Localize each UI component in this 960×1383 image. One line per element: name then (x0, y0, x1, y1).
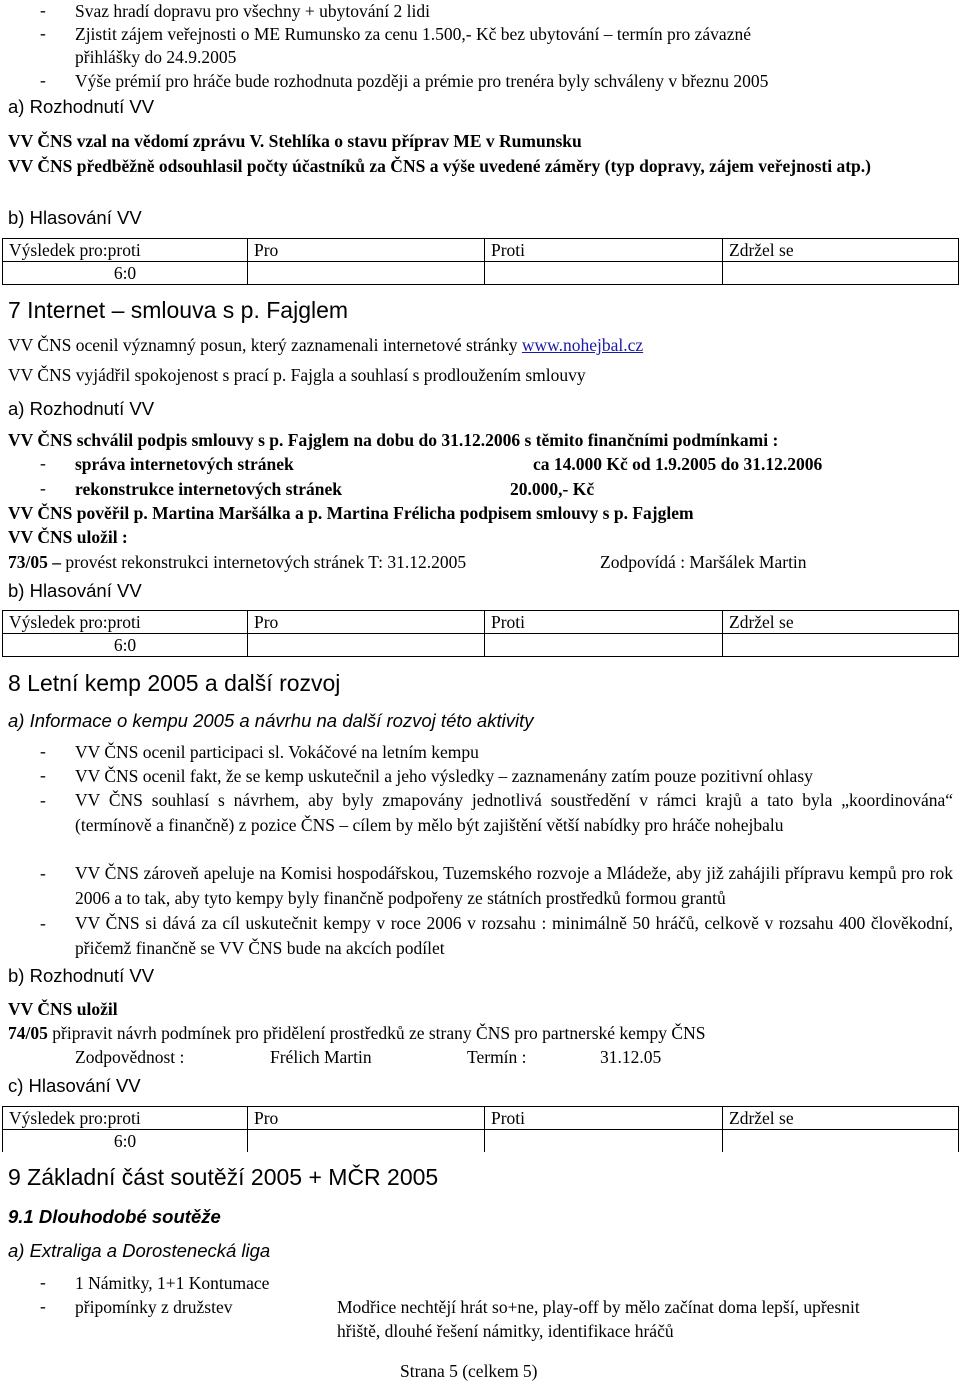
list-item-detail: hřiště, dlouhé řešení námitky, identifikace hráčů (337, 1321, 674, 1341)
vote-subheading: b) Hlasování VV (8, 580, 142, 601)
vote-header-result: Výsledek pro:proti (3, 239, 248, 262)
vote-header-zdrzel: Zdržel se (723, 239, 959, 262)
vote-cell-zdrzel (723, 634, 959, 657)
condition-label: správa internetových stránek (75, 454, 294, 474)
vote-cell-pro (248, 634, 485, 657)
decision-text: VV ČNS schválil podpis smlouvy s p. Fajglem na dobu do 31.12.2006 s těmito finančními podmínkami : (8, 430, 779, 450)
decision-subheading: b) Rozhodnutí VV (8, 965, 155, 986)
vote-subheading: c) Hlasování VV (8, 1075, 141, 1096)
info-subheading: a) Informace o kempu 2005 a návrhu na další rozvoj této aktivity (8, 710, 534, 731)
list-dash: - (40, 790, 46, 810)
list-dash: - (40, 1272, 46, 1292)
section-text: VV ČNS ocenil významný posun, který zaznamenali internetové stránky www.nohejbal.cz (8, 335, 644, 355)
vote-cell-proti (485, 1130, 723, 1153)
list-dash: - (40, 453, 46, 473)
task-line: 74/05 připravit návrh podmínek pro přidělení prostředků ze strany ČNS pro partnerské kempy ČNS (8, 1023, 706, 1043)
list-dash: - (40, 23, 46, 43)
vote-table (2, 610, 959, 657)
vote-cell-proti (485, 262, 723, 285)
vote-table (2, 1106, 959, 1152)
list-item-continuation: přihlášky do 24.9.2005 (75, 47, 237, 67)
vote-cell-pro (248, 1130, 485, 1153)
vote-header-proti: Proti (485, 611, 723, 634)
vote-header-zdrzel: Zdržel se (723, 611, 959, 634)
vote-result: 6:0 (3, 1130, 248, 1153)
responsibility-label: Zodpovědnost : (75, 1047, 185, 1067)
list-item: Zjistit zájem veřejnosti o ME Rumunsko za cenu 1.500,- Kč bez ubytování – termín pro závazné (75, 24, 751, 44)
vote-header-zdrzel: Zdržel se (723, 1107, 959, 1130)
list-dash: - (40, 0, 46, 20)
condition-value: ca 14.000 Kč od 1.9.2005 do 31.12.2006 (533, 454, 823, 474)
section-heading: 7 Internet – smlouva s p. Fajglem (8, 297, 349, 323)
website-link[interactable]: www.nohejbal.cz (521, 335, 644, 355)
list-dash: - (40, 1296, 46, 1316)
list-item: Výše prémií pro hráče bude rozhodnuta později a prémie pro trenéra byly schváleny v březnu 2005 (75, 71, 769, 91)
decision-paragraph: VV ČNS předběžně odsouhlasil počty účastníků za ČNS a výše uvedené záměry (typ dopravy, zájem veřejnosti atp.) (8, 156, 871, 176)
vote-table (2, 238, 959, 285)
vote-result: 6:0 (3, 262, 248, 285)
vote-header-pro: Pro (248, 611, 485, 634)
vote-subheading: b) Hlasování VV (8, 207, 142, 228)
vote-header-result: Výsledek pro:proti (3, 1107, 248, 1130)
subsection-heading: 9.1 Dlouhodobé soutěže (8, 1206, 221, 1227)
term-date: 31.12.05 (600, 1047, 662, 1067)
section-heading: 8 Letní kemp 2005 a další rozvoj (8, 670, 341, 696)
task-responsible: Zodpovídá : Maršálek Martin (600, 552, 807, 572)
section-text: VV ČNS vyjádřil spokojenost s prací p. Fajgla a souhlasí s prodloužením smlouvy (8, 365, 586, 385)
vote-header-pro: Pro (248, 239, 485, 262)
list-dash: - (40, 70, 46, 90)
vote-header-pro: Pro (248, 1107, 485, 1130)
condition-value: 20.000,- Kč (510, 479, 595, 499)
list-item: Svaz hradí dopravu pro všechny + ubytování 2 lidi (75, 1, 430, 21)
page-footer: Strana 5 (celkem 5) (400, 1361, 538, 1381)
info-subheading: a) Extraliga a Dorostenecká liga (8, 1240, 271, 1261)
vote-cell-zdrzel (723, 1130, 959, 1153)
list-dash: - (40, 913, 46, 933)
task-line: 73/05 – provést rekonstrukci internetových stránek T: 31.12.2005 (8, 552, 467, 572)
decision-subheading: a) Rozhodnutí VV (8, 398, 155, 419)
list-item-detail: Modřice nechtějí hrát so+ne, play-off by mělo začínat doma lepší, upřesnit (337, 1297, 860, 1317)
list-item: VV ČNS ocenil participaci sl. Vokáčové na letním kempu (75, 742, 479, 762)
vote-result: 6:0 (3, 634, 248, 657)
list-dash: - (40, 478, 46, 498)
vote-header-proti: Proti (485, 1107, 723, 1130)
vote-cell-proti (485, 634, 723, 657)
list-item: VV ČNS ocenil fakt, že se kemp uskutečnil a jeho výsledky – zaznamenány zatím pouze pozitivní ohlasy (75, 766, 813, 786)
decision-text: VV ČNS pověřil p. Martina Maršálka a p. Martina Frélicha podpisem smlouvy s p. Fajglem (8, 503, 694, 523)
list-dash: - (40, 863, 46, 883)
decision-text: VV ČNS uložil : (8, 527, 128, 547)
vote-cell-zdrzel (723, 262, 959, 285)
list-item: 1 Námitky, 1+1 Kontumace (75, 1273, 270, 1293)
vote-header-proti: Proti (485, 239, 723, 262)
condition-label: rekonstrukce internetových stránek (75, 479, 343, 499)
decision-text: VV ČNS vzal na vědomí zprávu V. Stehlíka o stavu příprav ME v Rumunsku (8, 131, 582, 151)
list-item: VV ČNS zároveň apeluje na Komisi hospodářskou, Tuzemského rozvoje a Mládeže, aby již zahájili přípravu kempů pro rok 2006 a to tak, aby tyto kempy byly finančně podpořeny ze státních prostředků formou grantů (75, 863, 953, 908)
decision-subheading: a) Rozhodnutí VV (8, 96, 155, 117)
decision-text: VV ČNS uložil (8, 999, 118, 1019)
list-item: VV ČNS si dává za cíl uskutečnit kempy v roce 2006 v rozsahu : minimálně 50 hráčů, celkově v rozsahu 400 člověkodní, přičemž finančně se VV ČNS bude na akcích podílet (75, 913, 953, 958)
list-item: VV ČNS souhlasí s návrhem, aby byly zmapovány jednotlivá soustředění v rámci krajů a tato byla „koordinována“ (termínově a finančně) z pozice ČNS – cílem by mělo být zajištění větší nabídky pro hráče nohejbalu (75, 790, 953, 835)
vote-header-result: Výsledek pro:proti (3, 611, 248, 634)
list-dash: - (40, 765, 46, 785)
section-heading: 9 Základní část soutěží 2005 + MČR 2005 (8, 1164, 439, 1190)
responsibility-name: Frélich Martin (270, 1047, 372, 1067)
list-item: připomínky z družstev (75, 1297, 233, 1317)
vote-cell-pro (248, 262, 485, 285)
list-dash: - (40, 741, 46, 761)
term-label: Termín : (467, 1047, 527, 1067)
